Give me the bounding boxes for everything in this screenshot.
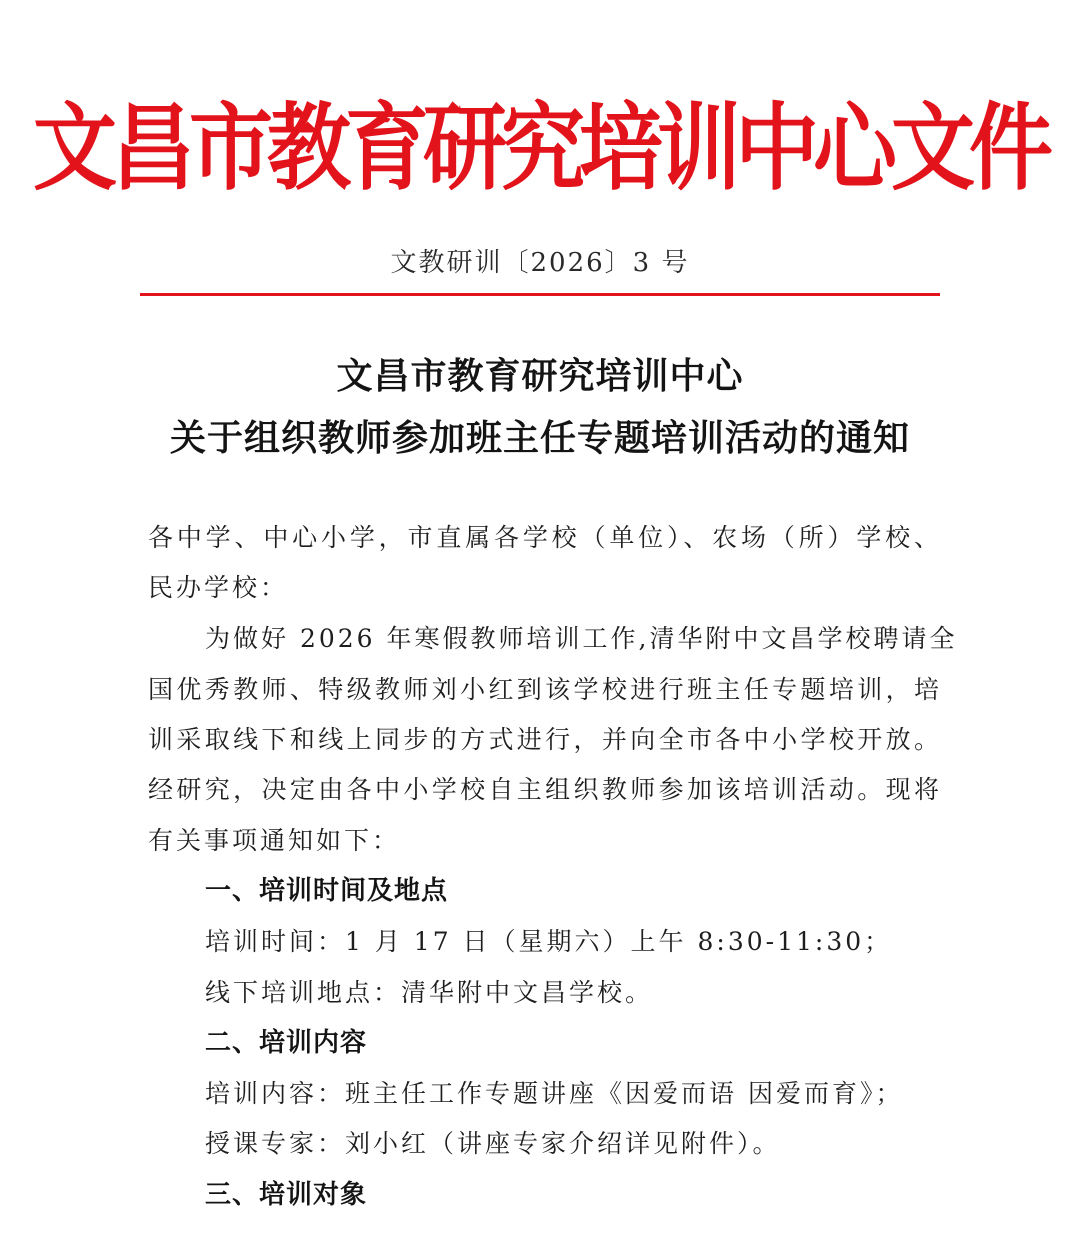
paragraph-line: 为做好 2026 年寒假教师培训工作,清华附中文昌学校聘请全 (205, 624, 958, 653)
paragraph-line: 有关事项通知如下： (148, 826, 401, 855)
training-place: 线下培训地点：清华附中文昌学校。 (205, 978, 654, 1007)
red-divider (140, 293, 940, 296)
training-time: 培训时间：1 月 17 日（星期六）上午 8:30-11:30； (205, 927, 893, 956)
section-heading: 三、培训对象 (205, 1180, 368, 1210)
paragraph-line: 国优秀教师、特级教师刘小红到该学校进行班主任专题培训，培 (148, 675, 942, 704)
section-heading: 二、培训内容 (205, 1028, 368, 1058)
training-expert: 授课专家：刘小红（讲座专家介绍详见附件）。 (205, 1129, 781, 1158)
paragraph-line: 经研究，决定由各中小学校自主组织教师参加该培训活动。现将 (148, 775, 942, 804)
training-content: 培训内容：班主任工作专题讲座《因爱而语 因爱而育》； (205, 1079, 904, 1108)
paragraph-line: 训采取线下和线上同步的方式进行，并向全市各中小学校开放。 (148, 725, 942, 754)
recipients-line1: 各中学、中心小学，市直属各学校（单位）、农场（所）学校、 (148, 523, 942, 552)
document-header: 文昌市教育研究培训中心文件 (32, 92, 1047, 203)
section-heading: 一、培训时间及地点 (205, 876, 449, 906)
notice-title-line1: 文昌市教育研究培训中心 (336, 355, 744, 397)
recipients-line2: 民办学校： (148, 573, 289, 602)
notice-title-line2: 关于组织教师参加班主任专题培训活动的通知 (169, 417, 910, 459)
document-number: 文教研训〔2026〕3 号 (390, 248, 690, 278)
